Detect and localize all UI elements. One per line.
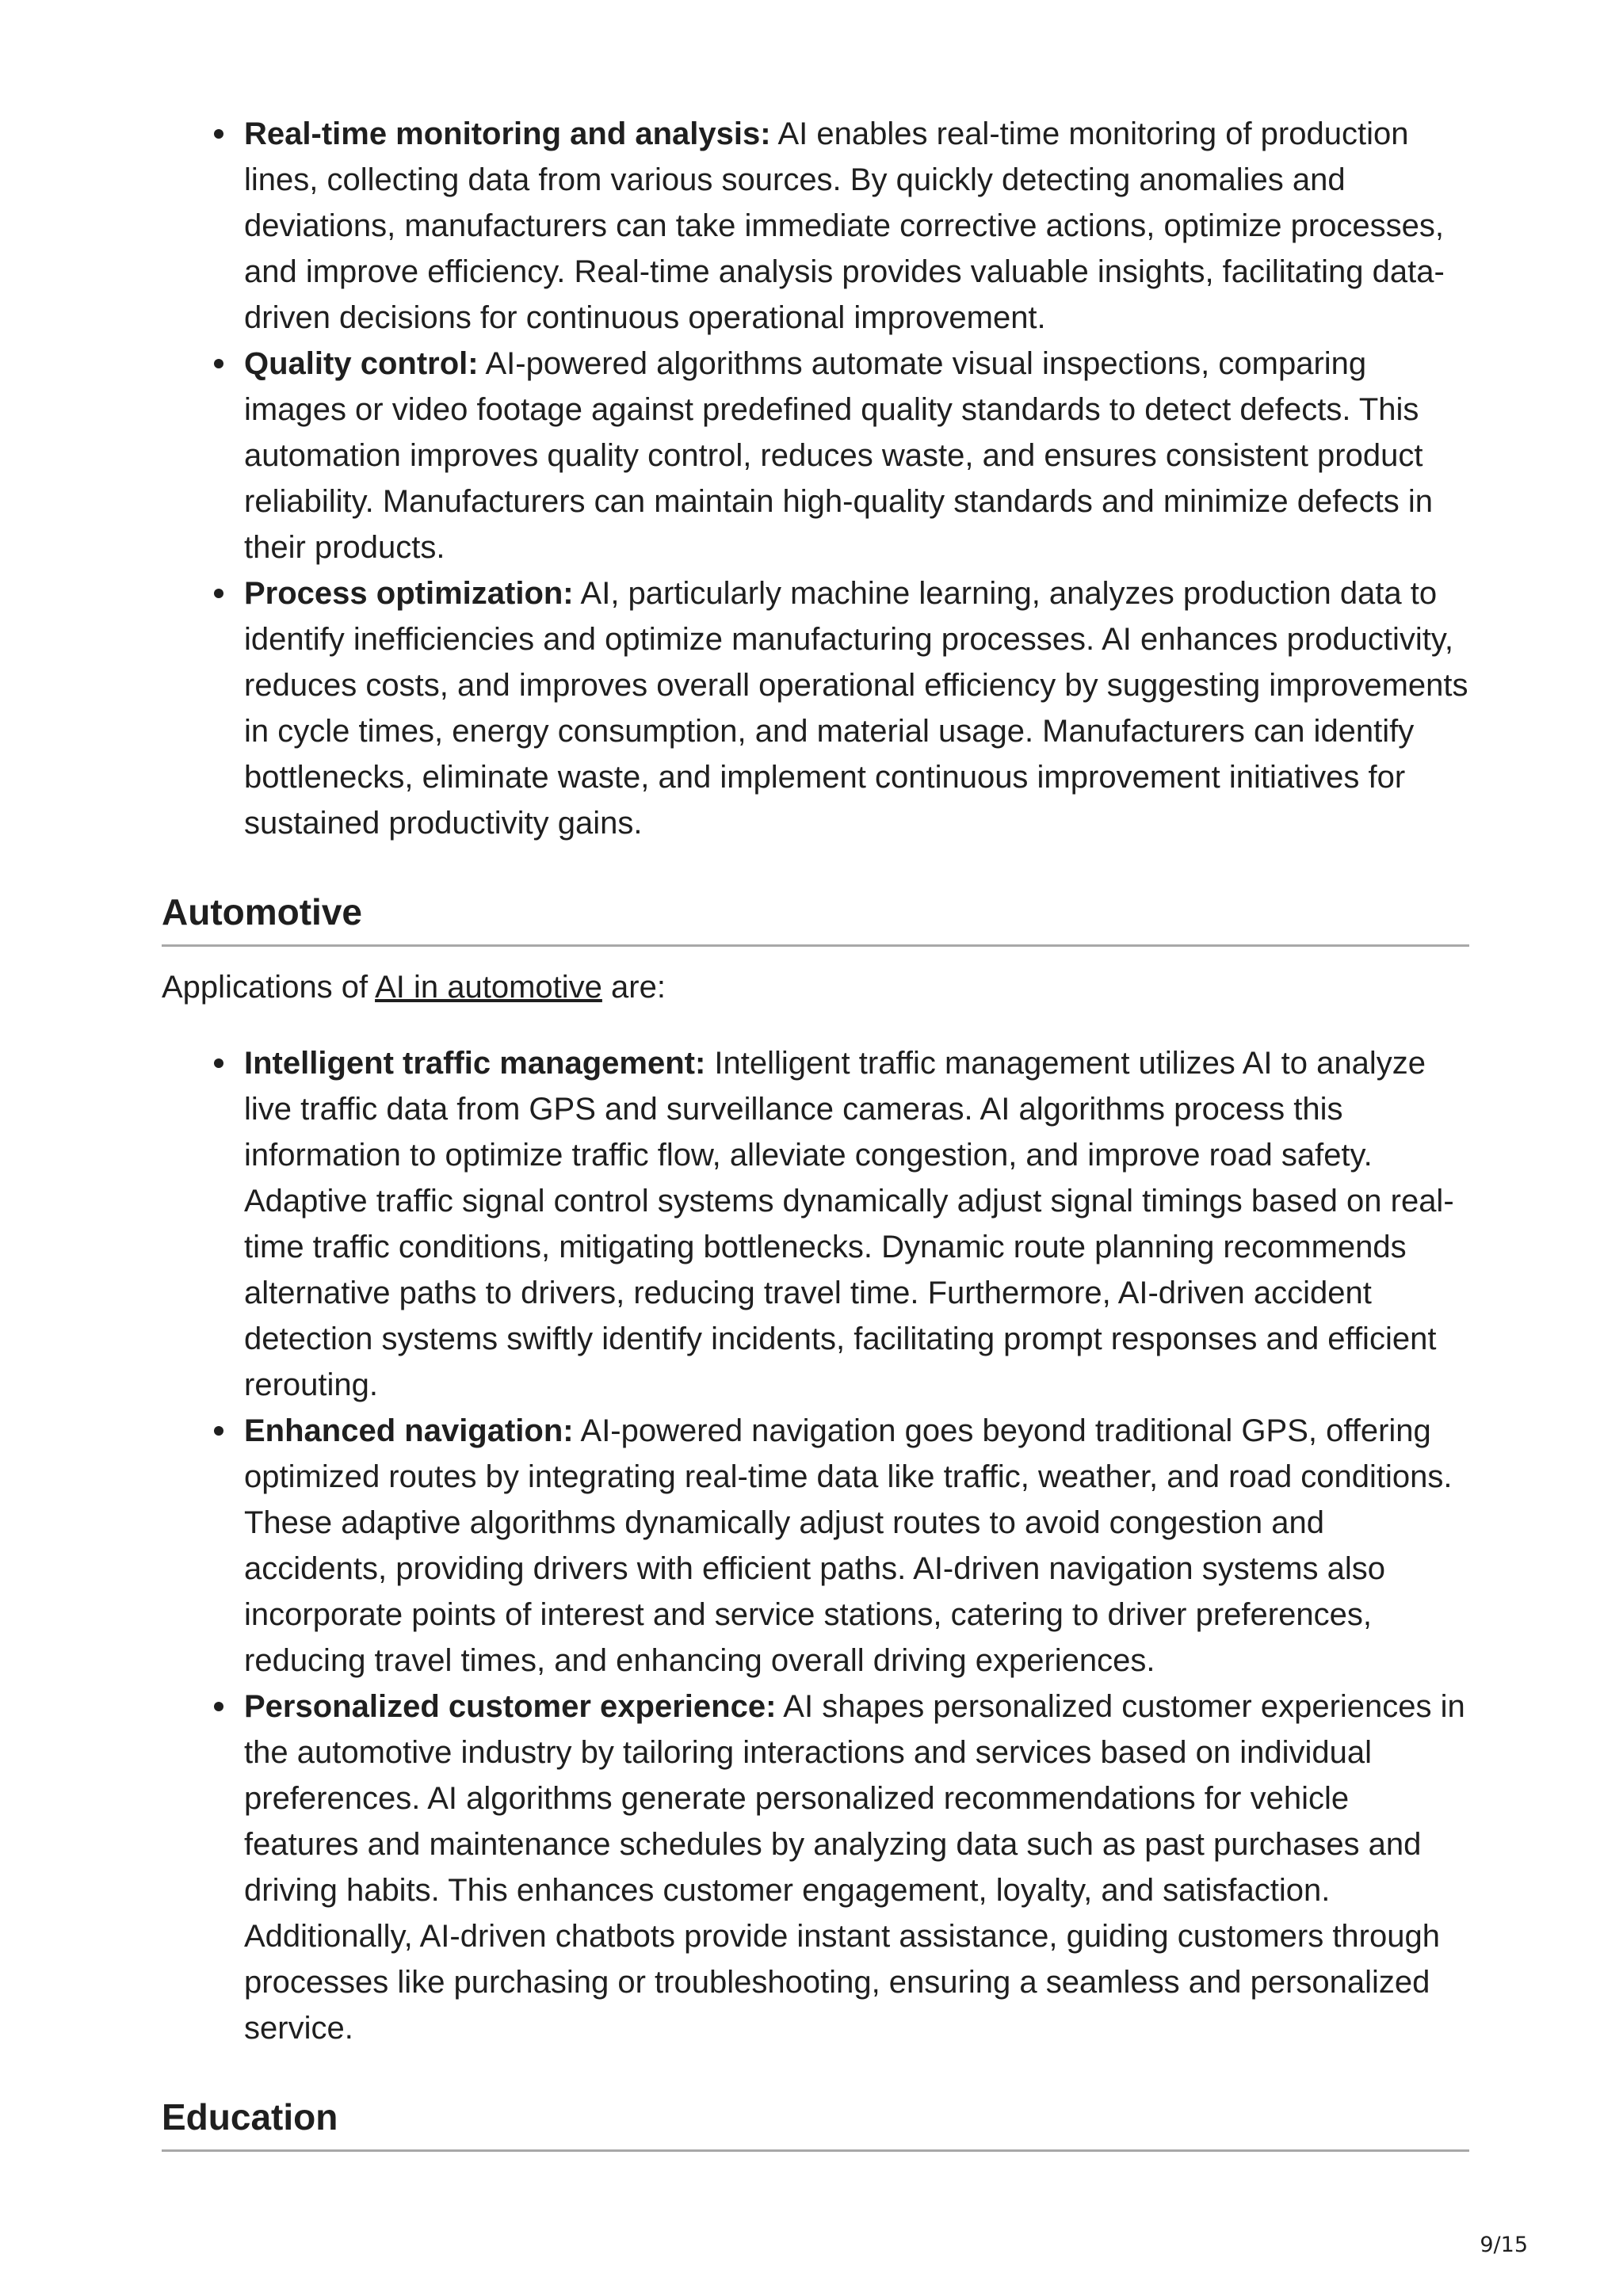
automotive-intro bbox=[162, 964, 1469, 1010]
list-item bbox=[244, 1040, 1469, 1408]
article-content bbox=[162, 111, 1469, 2152]
bullet-icon bbox=[214, 1058, 223, 1068]
intro-text-after: are: bbox=[601, 970, 666, 1005]
list-item bbox=[244, 570, 1469, 846]
list-item-text: AI enables real-time monitoring of production lines, collecting data from various sources. By quickly detecting anomalies and deviations, manufacturers can take immediate corrective actions, optimize processes, and improve efficiency. Real-time analysis provides valuable insights, facilitating data-driven decisions for continuous operational improvement. bbox=[244, 116, 1445, 335]
list-item-term: Quality control: bbox=[244, 346, 479, 381]
manufacturing-applications-list bbox=[162, 111, 1469, 846]
automotive-applications-list bbox=[162, 1040, 1469, 2051]
list-item-term: Intelligent traffic management: bbox=[244, 1046, 706, 1081]
bullet-icon bbox=[214, 589, 223, 598]
list-item-term: Personalized customer experience: bbox=[244, 1689, 777, 1724]
ai-in-automotive-link[interactable]: AI in automotive bbox=[375, 970, 602, 1005]
list-item bbox=[244, 1408, 1469, 1684]
intro-text-before: Applications of bbox=[162, 970, 376, 1005]
bullet-icon bbox=[214, 359, 223, 368]
list-item bbox=[244, 1684, 1469, 2051]
list-item-text: AI-powered navigation goes beyond traditional GPS, offering optimized routes by integrating real-time data like traffic, weather, and road conditions. These adaptive algorithms dynamically adjust routes to avoid congestion and accidents, providing drivers with efficient paths. AI-driven navigation systems also incorporate points of interest and service stations, catering to driver preferences, reducing travel times, and enhancing overall driving experiences. bbox=[244, 1413, 1453, 1678]
section-heading-automotive: Automotive bbox=[162, 889, 1469, 947]
page-number: 9/15 bbox=[1480, 2233, 1528, 2257]
bullet-icon bbox=[214, 1426, 223, 1436]
list-item-term: Enhanced navigation: bbox=[244, 1413, 574, 1448]
list-item-term: Process optimization: bbox=[244, 576, 574, 611]
list-item bbox=[244, 341, 1469, 570]
section-heading-education: Education bbox=[162, 2094, 1469, 2152]
bullet-icon bbox=[214, 1702, 223, 1711]
list-item-term: Real-time monitoring and analysis: bbox=[244, 116, 771, 151]
bullet-icon bbox=[214, 129, 223, 139]
list-item-text: AI, particularly machine learning, analyzes production data to identify inefficiencies and optimize manufacturing processes. AI enhances productivity, reduces costs, and improves overall operational efficiency by suggesting improvements in cycle times, energy consumption, and material usage. Manufacturers can identify bottlenecks, eliminate waste, and implement continuous improvement initiatives for sustained productivity gains. bbox=[244, 576, 1468, 841]
list-item-text: Intelligent traffic management utilizes AI to analyze live traffic data from GPS and surveillance cameras. AI algorithms process this information to optimize traffic flow, alleviate congestion, and improve road safety. Adaptive traffic signal control systems dynamically adjust signal timings based on real-time traffic conditions, mitigating bottlenecks. Dynamic route planning recommends alternative paths to drivers, reducing travel time. Furthermore, AI-driven accident detection systems swiftly identify incidents, facilitating prompt responses and efficient rerouting. bbox=[244, 1046, 1454, 1402]
list-item-text: AI-powered algorithms automate visual inspections, comparing images or video footage against predefined quality standards to detect defects. This automation improves quality control, reduces waste, and ensures consistent product reliability. Manufacturers can maintain high-quality standards and minimize defects in their products. bbox=[244, 346, 1433, 565]
list-item-text: AI shapes personalized customer experiences in the automotive industry by tailoring interactions and services based on individual preferences. AI algorithms generate personalized recommendations for vehicle features and maintenance schedules by analyzing data such as past purchases and driving habits. This enhances customer engagement, loyalty, and satisfaction. Additionally, AI-driven chatbots provide instant assistance, guiding customers through processes like purchasing or troubleshooting, ensuring a seamless and personalized service. bbox=[244, 1689, 1465, 2046]
list-item bbox=[244, 111, 1469, 341]
